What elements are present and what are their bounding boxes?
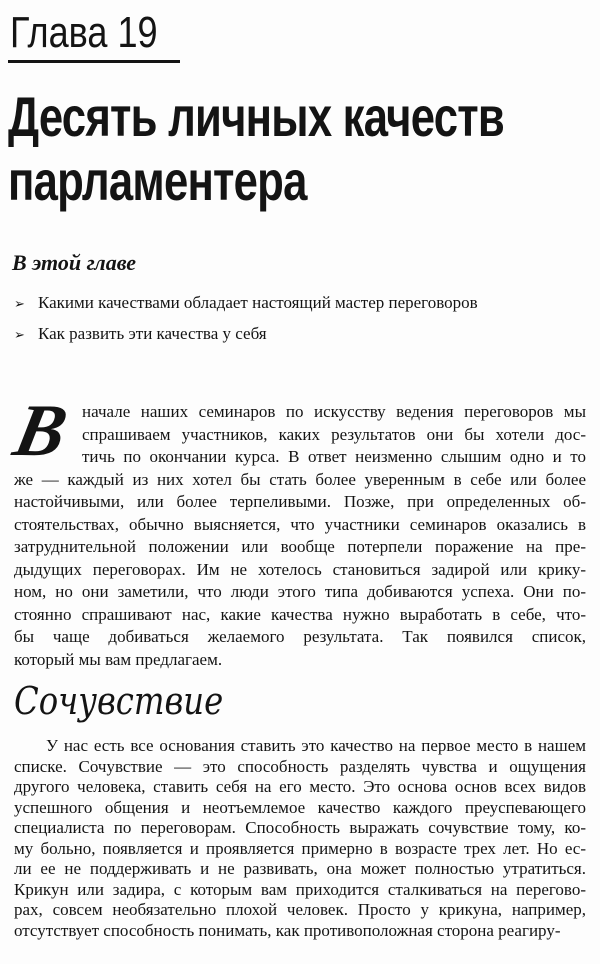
text-line: успешного общения и неотъемлемое качество каждого преуспевающего [14,797,586,817]
text-line: рах, совсем необязательно плохой человек. Просто у крикуна, например, [14,900,586,919]
bullet-item [14,323,267,347]
chapter-underline [8,60,180,63]
text-line: У нас есть все основания ставить это качество на первое место в нашем [46,736,586,755]
text-line: специалиста по переговорам. Способность выражать сочувствие тому, ко- [14,818,586,837]
in-this-chapter-heading: В этой главе [12,250,137,275]
text-line: ли ее не поддерживать и не развивать, она может полностью утратиться. [14,859,586,878]
text-line: ном, но они заметили, что люди этого типа добиваются успеха. Они по- [14,582,586,601]
drop-cap: В [7,390,75,472]
chapter-label: Глава 19 [10,8,158,57]
text-line: бы чаще добиваться желаемого результата. Так появился список, [14,627,586,646]
text-line: тичь по окончании курса. В ответ неизменно слышим одно и то [82,447,586,466]
bullet-item [14,292,478,316]
text-line: Крикун или задира, с которым вам приходится сталкиваться на перегово- [14,879,586,899]
text-line: дыдущих переговорах. Им не хотелось становиться задирой или крику- [14,559,586,579]
bullet-text: Как развить эти качества у себя [38,324,267,343]
text-line: спрашиваем участников, каких результатов они бы хотели дос- [82,424,586,444]
chapter-title-line-1: Десять личных качеств [8,85,504,148]
text-line: отсутствует способность понимать, как противоположная сторона реагиру- [14,920,561,940]
arrow-bullet-icon: ➢ [14,328,25,343]
text-line: настойчивыми, или более терпеливыми. Позже, при определенных об- [14,492,586,511]
text-line: стоятельствах, обычно выясняется, что участники семинаров оказались в [14,514,586,534]
text-line: начале наших семинаров по искусству ведения переговоров мы [82,402,586,421]
bullet-text: Какими качествами обладает настоящий мастер переговоров [38,293,478,312]
text-line: который мы вам предлагаем. [14,649,223,669]
chapter-title-line-2: парламентера [8,149,307,212]
arrow-bullet-icon: ➢ [14,297,25,312]
text-line: списке. Сочувствие — это способность разделять чувства и ощущения [14,756,586,776]
text-line: му больно, появляется и проявляется примерно в возрасте трех лет. Но ес- [14,838,586,858]
text-line: затруднительной положении или вообще потерпели поражение на пре- [14,537,586,556]
section-heading: Сочувствие [14,679,224,723]
text-line: стоянно спрашивают нас, какие качества нужно выработать в себе, что- [14,604,586,624]
text-line: же — каждый из них хотел бы стать более уверенным в себе или более [14,469,586,489]
text-line: другого человека, ставить себя на его место. Это основа основ всех видов [14,777,586,796]
